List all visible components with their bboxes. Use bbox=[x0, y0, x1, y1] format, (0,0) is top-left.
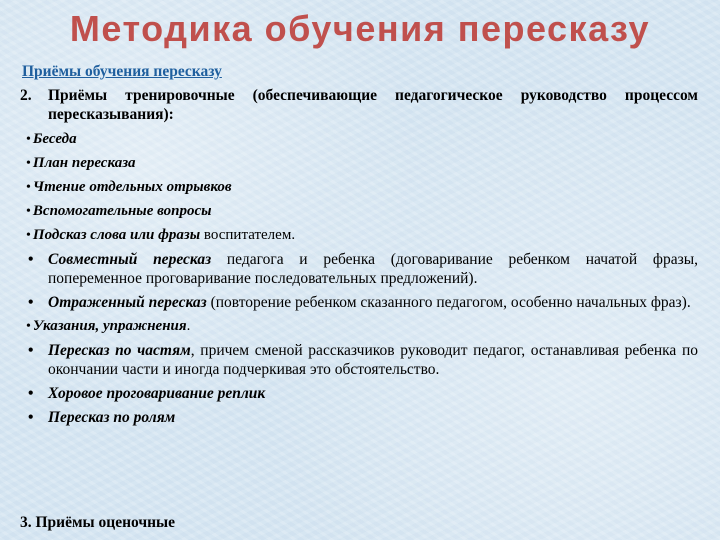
bullet-icon: • bbox=[28, 251, 34, 268]
bullet-icon: • bbox=[26, 132, 31, 147]
list-item-bold: Чтение отдельных отрывков bbox=[32, 179, 232, 195]
section-2-heading bbox=[20, 86, 698, 124]
bullet-icon: • bbox=[26, 319, 31, 334]
list-item-bold: Беседа bbox=[32, 131, 77, 147]
list-item bbox=[20, 293, 698, 312]
list-item-bold: Отраженный пересказ bbox=[48, 294, 207, 311]
slide-content bbox=[20, 86, 698, 432]
list-item bbox=[20, 408, 698, 427]
small-bullet-list bbox=[20, 130, 698, 245]
list-item-rest: . bbox=[186, 318, 191, 334]
bullet-icon: • bbox=[28, 342, 34, 359]
list-item-rest: , причем сменой рассказчиков руководит педагог, останавливая ребенка по окончании части и иногда подчеркивая это обстоятельство. bbox=[48, 342, 698, 378]
slide-title: Методика обучения пересказу bbox=[69, 8, 651, 49]
bullet-icon: • bbox=[26, 156, 31, 171]
list-item bbox=[26, 130, 698, 149]
bullet-icon: • bbox=[28, 294, 34, 311]
list-item bbox=[20, 384, 698, 403]
list-item-bold: Совместный пересказ bbox=[48, 251, 212, 268]
bullet-icon: • bbox=[28, 385, 34, 402]
big-bullet-list-2 bbox=[20, 341, 698, 427]
section-2-text: Приёмы тренировочные (обеспечивающие педагогическое руководство процессом пересказывания): bbox=[48, 87, 698, 123]
list-item bbox=[20, 250, 698, 288]
list-item bbox=[26, 154, 698, 173]
list-item-rest: педагога и ребенка (договаривание ребенком начатой фразы, попеременное проговаривание последовательных предложений). bbox=[48, 251, 698, 287]
list-item bbox=[26, 178, 698, 197]
bullet-icon: • bbox=[26, 180, 31, 195]
bullet-icon: • bbox=[26, 204, 31, 219]
bullet-icon: • bbox=[26, 228, 31, 243]
list-item-bold: Хоровое проговаривание реплик bbox=[48, 385, 266, 402]
list-item-bold: Пересказ по частям bbox=[48, 342, 191, 359]
section-3-heading: 3. Приёмы оценочные bbox=[20, 514, 176, 531]
list-item-bold: Подсказ слова или фразы bbox=[32, 227, 201, 243]
section-2-number: 2. bbox=[20, 87, 32, 104]
list-item bbox=[26, 226, 698, 245]
subtitle-link[interactable]: Приёмы обучения пересказу bbox=[22, 63, 222, 80]
bullet-icon: • bbox=[28, 409, 34, 426]
small-bullet-list-2 bbox=[20, 317, 698, 336]
list-item-bold: Указания, упражнения bbox=[32, 318, 187, 334]
list-item bbox=[26, 202, 698, 221]
big-bullet-list-1 bbox=[20, 250, 698, 312]
list-item-bold: План пересказа bbox=[32, 155, 136, 171]
list-item-bold: Пересказ по ролям bbox=[48, 409, 176, 426]
list-item-rest: воспитателем. bbox=[200, 227, 296, 243]
list-item-bold: Вспомогательные вопросы bbox=[32, 203, 212, 219]
list-item bbox=[26, 317, 698, 336]
list-item bbox=[20, 341, 698, 379]
list-item-rest: (повторение ребенком сказанного педагогом, особенно начальных фраз). bbox=[206, 294, 691, 311]
